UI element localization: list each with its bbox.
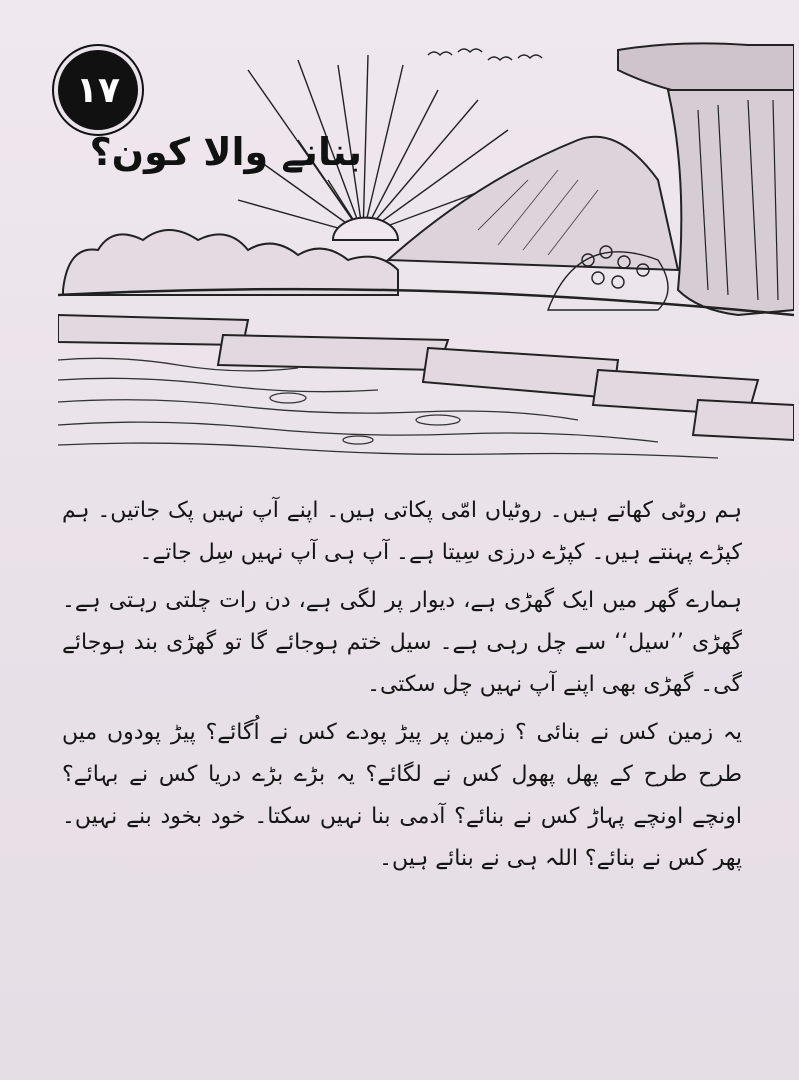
landscape-illustration — [58, 30, 794, 460]
paragraph-3: یہ زمین کس نے بنائی ؟ زمین پر پیڑ پودے کس نے اُگائے؟ پیڑ پودوں میں طرح طرح کے پھل پھول کس نے لگائے؟ یہ بڑے بڑے دریا کس نے بہائے؟ اونچے اونچے پہاڑ کس نے بنائے؟ آدمی بنا نہیں سکتا۔ خود بخود بنے نہیں۔ پھر کس نے بنائے؟ اللہ ہی نے بنائے ہیں۔ — [62, 720, 742, 871]
lesson-number-badge — [58, 50, 138, 130]
lesson-number: ۱۷ — [76, 69, 120, 111]
hill — [388, 137, 678, 270]
birds — [428, 49, 542, 60]
paragraph-2: ہمارے گھر میں ایک گھڑی ہے، دیوار پر لگی ہے، دن رات چلتی رہتی ہے۔ گھڑی ’’سیل‘‘ سے چل رہی ہے۔ سیل ختم ہوجائے گا تو گھڑی بند ہوجائے گی۔ گھڑی بھی اپنے آپ نہیں چل سکتی۔ — [62, 588, 742, 697]
lesson-title: بنانے والا کون؟ — [89, 130, 362, 174]
paragraph-1: ہم روٹی کھاتے ہیں۔ روٹیاں امّی پکاتی ہیں۔ اپنے آپ نہیں پک جاتیں۔ ہم کپڑے پہنتے ہیں۔ کپڑے درزی سِیتا ہے۔ آپ ہی آپ نہیں سِل جاتے۔ — [62, 498, 742, 565]
river-bank — [58, 315, 794, 440]
lesson-body — [62, 490, 742, 886]
